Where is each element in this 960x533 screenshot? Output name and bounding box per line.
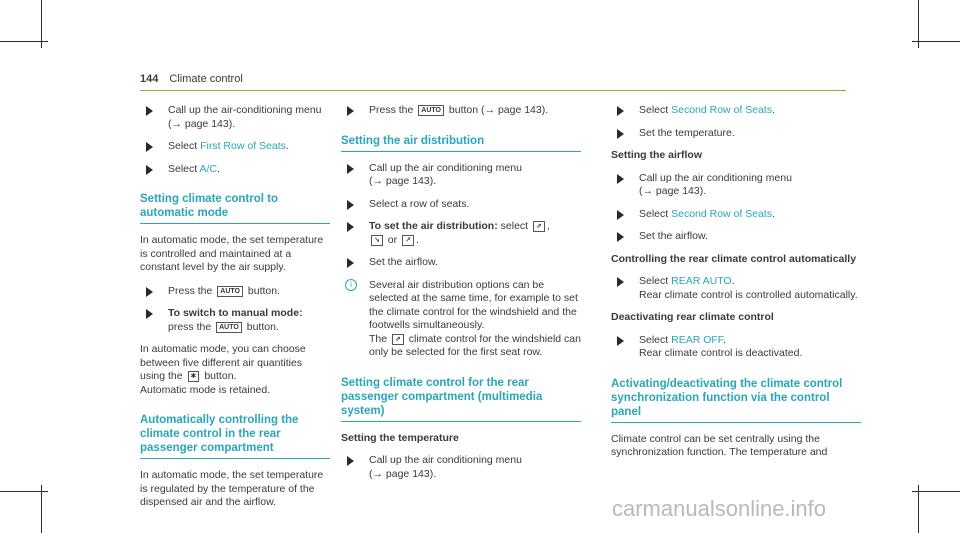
crop-mark [0, 41, 48, 42]
crop-mark [912, 491, 960, 492]
info-icon: i [345, 279, 357, 291]
page-header [140, 73, 243, 85]
step: Select REAR AUTO. Rear climate control is controlled automatically. [611, 275, 861, 302]
watermark: carmanualsonline.info [612, 496, 827, 521]
paragraph: In automatic mode, the set temperature is regulated by the temperature of the dispensed air and the airflow. [140, 469, 324, 508]
step-arrow-icon [617, 232, 624, 242]
crop-mark [41, 485, 42, 533]
subheading: Setting the airflow [611, 149, 703, 161]
step-arrow-icon [146, 165, 153, 175]
step: Call up the air-conditioning menu (→ page 143). [140, 104, 330, 131]
step-arrow-icon [347, 106, 354, 116]
step-arrow-icon [617, 174, 624, 184]
step-arrow-icon [617, 277, 624, 287]
step-arrow-icon [617, 336, 624, 346]
step: Set the temperature. [611, 127, 861, 141]
step: To switch to manual mode: press the AUTO button. [140, 307, 330, 334]
step-arrow-icon [146, 287, 153, 297]
step-arrow-icon [347, 456, 354, 466]
step: Call up the air conditioning menu (→ page 143). [611, 172, 861, 199]
step-arrow-icon [347, 164, 354, 174]
section-heading: Activating/deactivating the climate control synchronization function via the control panel [611, 377, 861, 423]
step: Select Second Row of Seats. [611, 208, 861, 222]
step: To set the air distribution: select ⇗ , ↘ or ↗ . [341, 220, 581, 247]
subheading: Deactivating rear climate control [611, 311, 774, 323]
step: Select a row of seats. [341, 198, 581, 212]
windshield-airflow-icon: ⇗ [533, 221, 545, 232]
auto-key-icon: AUTO [216, 322, 242, 333]
windshield-airflow-icon: ⇗ [392, 334, 404, 345]
step: Select Second Row of Seats. [611, 104, 861, 118]
step-arrow-icon [347, 200, 354, 210]
menu-item-ac: A/C [199, 162, 218, 175]
step-arrow-icon [347, 258, 354, 268]
menu-item-second-row: Second Row of Seats [671, 207, 773, 220]
step: Select REAR OFF. Rear climate control is deactivated. [611, 334, 861, 361]
crop-mark [912, 41, 960, 42]
menu-item-second-row: Second Row of Seats [671, 104, 773, 116]
section-heading: Automatically controlling the climate control in the rear passenger compartment [140, 413, 330, 459]
section-title: Climate control [169, 73, 243, 85]
section-heading: Setting climate control for the rear passenger compartment (multimedia system) [341, 376, 581, 422]
menu-item-rear-off: REAR OFF [671, 333, 724, 346]
step-arrow-icon [617, 129, 624, 139]
column-3 [611, 104, 861, 470]
header-rule [140, 90, 846, 91]
step: Call up the air conditioning menu (→ page 143). [341, 162, 581, 189]
auto-key-icon: AUTO [217, 286, 243, 297]
paragraph: In automatic mode, you can choose between five different air quantities using the ✱ button. Automatic mode is retained. [140, 343, 306, 396]
info-note: i Several air distribution options can be selected at the same time, for example to set the climate control for the windshield and the footwells simultaneously. The ⇗ climate control for the windshield can only be selected for the first seat row. [341, 279, 581, 360]
crop-mark [0, 491, 48, 492]
auto-key-icon: AUTO [418, 105, 444, 116]
section-heading: Setting the air distribution [341, 134, 581, 152]
paragraph: In automatic mode, the set temperature is controlled and maintained at a constant level by the air supply. [140, 234, 324, 273]
step-arrow-icon [146, 142, 153, 152]
step-arrow-icon [146, 106, 153, 116]
paragraph: Climate control can be set centrally using the synchronization function. The temperature and [611, 432, 828, 458]
step: Call up the air conditioning menu (→ page 143). [341, 454, 581, 481]
menu-item-rear-auto: REAR AUTO [671, 275, 732, 287]
step: Set the airflow. [341, 256, 581, 270]
menu-item-first-row: First Row of Seats [200, 140, 286, 152]
page-number: 144 [140, 73, 159, 85]
column-1 [140, 104, 330, 520]
step: Select First Row of Seats. [140, 140, 330, 154]
step: Press the AUTO button (→ page 143). [341, 104, 581, 118]
step: Set the airflow. [611, 230, 861, 244]
column-2 [341, 104, 581, 490]
fan-icon: ✱ [188, 371, 200, 382]
step: Select A/C. [140, 163, 330, 177]
crop-mark [918, 485, 919, 533]
face-airflow-icon: ↗ [402, 235, 414, 246]
step-arrow-icon [347, 222, 354, 232]
section-heading: Setting climate control to automatic mode [140, 192, 330, 224]
step: Press the AUTO button. [140, 285, 330, 299]
subheading: Controlling the rear climate control automatically [611, 252, 857, 265]
step-arrow-icon [146, 309, 153, 319]
step-arrow-icon [617, 106, 624, 116]
subheading: Setting the temperature [341, 431, 459, 444]
footwell-airflow-icon: ↘ [371, 235, 383, 246]
step-arrow-icon [617, 210, 624, 220]
